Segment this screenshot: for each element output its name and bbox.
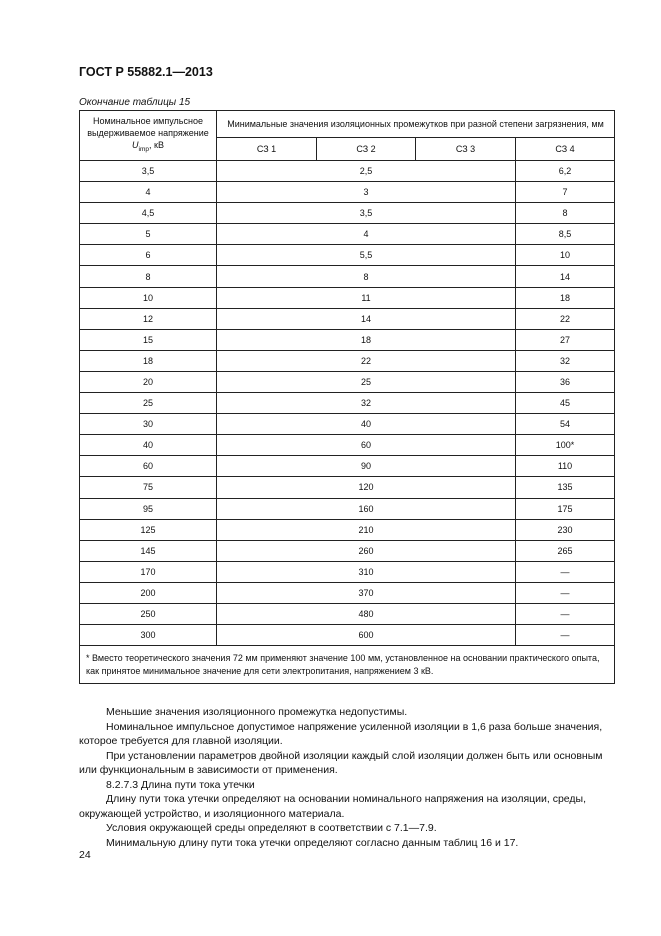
table-row [80,625,615,646]
voltage-cell: 6 [80,245,217,266]
clearance-sz4-cell: — [516,582,615,603]
clearance-sz1-3-cell: 310 [217,561,516,582]
clearance-sz1-3-cell: 160 [217,498,516,519]
page-number: 24 [79,849,91,861]
table-row [80,371,615,392]
table-row [80,519,615,540]
clearance-sz1-3-cell: 11 [217,287,516,308]
voltage-cell: 170 [80,561,217,582]
voltage-cell: 10 [80,287,217,308]
clearance-sz4-cell: 54 [516,414,615,435]
table-footnote: * Вместо теоретического значения 72 мм применяют значение 100 мм, установленное на основании практического опыта, как принятое минимальное значение для сети электропитания, напряжением 3 кВ. [80,646,615,684]
table-row [80,603,615,624]
insulation-clearance-table [79,110,615,684]
paragraph: Длину пути тока утечки определяют на основании номинального напряжения на изоляции, среды, окружающей устройство, и изоляционного материала. [79,793,587,820]
clearance-sz4-cell: 22 [516,308,615,329]
table-row [80,287,615,308]
clearance-sz1-3-cell: 25 [217,371,516,392]
table-row [80,435,615,456]
voltage-cell: 40 [80,435,217,456]
voltage-cell: 12 [80,308,217,329]
clearance-sz4-cell: 45 [516,393,615,414]
voltage-cell: 15 [80,329,217,350]
paragraph: При установлении параметров двойной изоляции каждый слой изоляции должен быть или основным или функциональным в зависимости от применения. [79,749,603,776]
voltage-cell: 25 [80,393,217,414]
paragraph: Меньшие значения изоляционного промежутка недопустимы. [106,706,408,718]
voltage-cell: 4,5 [80,203,217,224]
clearance-sz1-3-cell: 600 [217,625,516,646]
clearance-sz4-cell: 110 [516,456,615,477]
clearance-sz4-cell: 265 [516,540,615,561]
table-row [80,350,615,371]
table-caption: Окончание таблицы 15 [79,97,191,108]
voltage-cell: 300 [80,625,217,646]
clearance-sz4-cell: 27 [516,329,615,350]
table-row [80,456,615,477]
clearance-group-header: Минимальные значения изоляционных промежутков при разной степени загрязнения, мм [217,111,615,138]
voltage-cell: 60 [80,456,217,477]
table-row [80,329,615,350]
voltage-cell: 95 [80,498,217,519]
clearance-sz4-cell: — [516,561,615,582]
pollution-degree-1-header: СЗ 1 [217,138,317,161]
clearance-sz1-3-cell: 3 [217,182,516,203]
clearance-sz1-3-cell: 14 [217,308,516,329]
paragraph: Условия окружающей среды определяют в соответствии с 7.1—7.9. [106,822,437,834]
clearance-sz4-cell: 230 [516,519,615,540]
table-row [80,308,615,329]
table-row [80,582,615,603]
clearance-sz4-cell: 7 [516,182,615,203]
table-row [80,498,615,519]
table-row [80,540,615,561]
document-title: ГОСТ Р 55882.1—2013 [79,65,213,79]
clearance-sz1-3-cell: 3,5 [217,203,516,224]
table-row [80,182,615,203]
clearance-sz4-cell: 36 [516,371,615,392]
table-row [80,561,615,582]
clearance-sz4-cell: 175 [516,498,615,519]
clearance-sz1-3-cell: 4 [217,224,516,245]
voltage-cell: 3,5 [80,161,217,182]
table-row [80,414,615,435]
clearance-sz4-cell: 10 [516,245,615,266]
clearance-sz1-3-cell: 480 [217,603,516,624]
clearance-sz4-cell: 8 [516,203,615,224]
table-row [80,393,615,414]
clearance-sz1-3-cell: 32 [217,393,516,414]
clearance-sz4-cell: 18 [516,287,615,308]
clearance-sz1-3-cell: 210 [217,519,516,540]
clearance-sz1-3-cell: 18 [217,329,516,350]
voltage-cell: 18 [80,350,217,371]
pollution-degree-3-header: СЗ 3 [416,138,516,161]
clearance-sz1-3-cell: 8 [217,266,516,287]
paragraph: Номинальное импульсное допустимое напряжение усиленной изоляции в 1,6 раза больше значения, которое требуется для главной изоляции. [79,720,603,747]
table-row [80,224,615,245]
clearance-sz1-3-cell: 90 [217,456,516,477]
clearance-sz4-cell: 32 [516,350,615,371]
clearance-sz1-3-cell: 40 [217,414,516,435]
clearance-sz1-3-cell: 120 [217,477,516,498]
clearance-sz1-3-cell: 260 [217,540,516,561]
clearance-sz4-cell: 8,5 [516,224,615,245]
clearance-sz4-cell: 14 [516,266,615,287]
section-heading: 8.2.7.3 Длина пути тока утечки [106,778,255,791]
pollution-degree-4-header: СЗ 4 [516,138,615,161]
pollution-degree-2-header: СЗ 2 [317,138,416,161]
clearance-sz1-3-cell: 2,5 [217,161,516,182]
clearance-sz1-3-cell: 60 [217,435,516,456]
table-row [80,161,615,182]
clearance-sz4-cell: — [516,625,615,646]
clearance-sz1-3-cell: 22 [217,350,516,371]
voltage-cell: 200 [80,582,217,603]
voltage-cell: 4 [80,182,217,203]
clearance-sz4-cell: — [516,603,615,624]
voltage-cell: 8 [80,266,217,287]
clearance-sz4-cell: 100* [516,435,615,456]
voltage-cell: 125 [80,519,217,540]
clearance-sz4-cell: 135 [516,477,615,498]
table-row [80,477,615,498]
body-text [79,705,614,850]
voltage-cell: 30 [80,414,217,435]
voltage-cell: 145 [80,540,217,561]
voltage-column-header: Номинальное импульсное выдерживаемое напряжение $U_{imp}$, кВ [80,111,217,161]
clearance-sz4-cell: 6,2 [516,161,615,182]
voltage-cell: 20 [80,371,217,392]
voltage-cell: 5 [80,224,217,245]
clearance-sz1-3-cell: 370 [217,582,516,603]
table-row [80,245,615,266]
table-row [80,203,615,224]
clearance-sz1-3-cell: 5,5 [217,245,516,266]
table-row [80,266,615,287]
voltage-cell: 75 [80,477,217,498]
voltage-cell: 250 [80,603,217,624]
paragraph: Минимальную длину пути тока утечки определяют согласно данным таблиц 16 и 17. [106,836,519,849]
